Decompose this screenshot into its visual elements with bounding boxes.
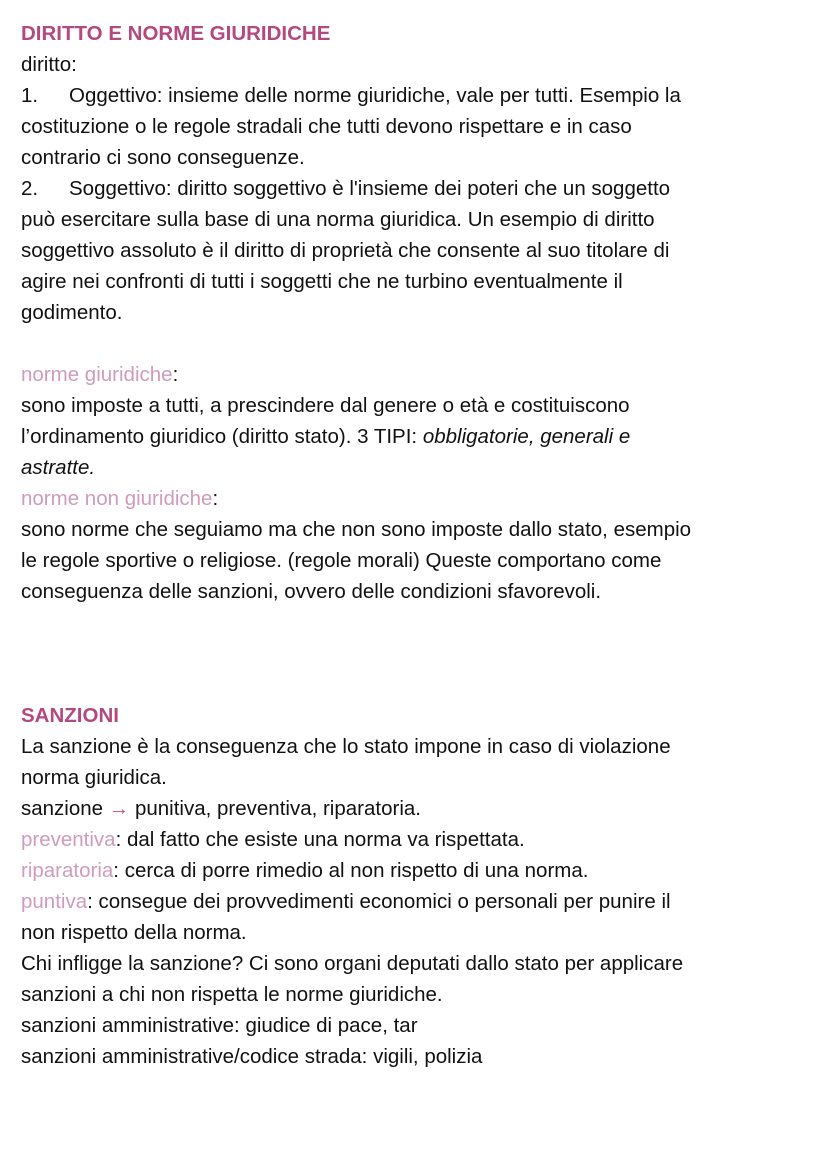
riparatoria-label: riparatoria (21, 859, 114, 882)
colon: : (212, 487, 219, 510)
document-body (21, 18, 811, 1072)
text-line (21, 452, 811, 483)
sanzione-types-line (21, 793, 811, 824)
tipi-prefix: l’ordinamento giuridico (diritto stato). 3 TIPI: (21, 425, 423, 448)
text-line: agire nei confronti di tutti i soggetti che ne turbino eventualmente il (21, 270, 623, 293)
text-line: non rispetto della norma. (21, 921, 247, 944)
tipi-italic: obbligatorie, generali e (422, 425, 631, 448)
puntiva-label: puntiva (21, 890, 88, 913)
text-line: può esercitare sulla base di una norma giuridica. Un esempio di diritto (21, 208, 655, 231)
arrow-right-icon: → (108, 797, 130, 820)
text-line: Oggettivo: insieme delle norme giuridiche, vale per tutti. Esempio la (69, 84, 681, 107)
riparatoria-line (21, 855, 811, 886)
section-title-sanzioni: SANZIONI (21, 704, 119, 727)
text-line: soggettivo assoluto è il diritto di proprietà che consente al suo titolare di (21, 239, 670, 262)
text-line: godimento. (21, 301, 123, 324)
text-line-tipi (21, 421, 811, 452)
preventiva-line (21, 824, 811, 855)
text-line: contrario ci sono conseguenze. (21, 146, 305, 169)
sanzione-types: punitiva, preventiva, riparatoria. (129, 797, 421, 820)
text-line: sono norme che seguiamo ma che non sono imposte dallo stato, esempio (21, 518, 692, 541)
norme-giuridiche-heading (21, 359, 811, 390)
puntiva-line (21, 886, 811, 917)
sanzione-prefix: sanzione (21, 797, 109, 820)
text-line: Soggettivo: diritto soggettivo è l'insieme dei poteri che un soggetto (69, 177, 671, 200)
preventiva-text: : dal fatto che esiste una norma va rispettata. (115, 828, 525, 851)
text-line: sono imposte a tutti, a prescindere dal genere o età e costituiscono (21, 394, 630, 417)
text-line: sanzioni amministrative: giudice di pace, tar (21, 1014, 418, 1037)
list-item-oggettivo (21, 80, 811, 111)
tipi-italic-end: astratte. (21, 456, 96, 479)
diritto-intro: diritto: (21, 53, 77, 76)
text-line: costituzione o le regole stradali che tutti devono rispettare e in caso (21, 115, 632, 138)
list-number: 1. (21, 84, 39, 107)
text-line: La sanzione è la conseguenza che lo stato impone in caso di violazione (21, 735, 671, 758)
riparatoria-text: : cerca di porre rimedio al non rispetto di una norma. (113, 859, 589, 882)
preventiva-label: preventiva (21, 828, 116, 851)
norme-non-giuridiche-label: norme non giuridiche (21, 487, 213, 510)
spacer (21, 607, 811, 669)
norme-non-giuridiche-heading (21, 483, 811, 514)
spacer (21, 669, 811, 700)
list-item-soggettivo (21, 173, 811, 204)
list-item-text (69, 173, 811, 204)
spacer (21, 328, 811, 359)
text-line: conseguenza delle sanzioni, ovvero delle condizioni sfavorevoli. (21, 580, 602, 603)
list-number: 2. (21, 177, 39, 200)
puntiva-text: : consegue dei provvedimenti economici o personali per punire il (87, 890, 671, 913)
text-line: Chi infligge la sanzione? Ci sono organi deputati dallo stato per applicare (21, 952, 684, 975)
list-item-text (69, 80, 811, 111)
text-line: sanzioni amministrative/codice strada: vigili, polizia (21, 1045, 483, 1068)
text-line: sanzioni a chi non rispetta le norme giuridiche. (21, 983, 443, 1006)
colon: : (172, 363, 179, 386)
text-line: norma giuridica. (21, 766, 167, 789)
text-line: le regole sportive o religiose. (regole morali) Queste comportano come (21, 549, 662, 572)
section-title-diritto: DIRITTO E NORME GIURIDICHE (21, 22, 331, 45)
norme-giuridiche-label: norme giuridiche (21, 363, 173, 386)
